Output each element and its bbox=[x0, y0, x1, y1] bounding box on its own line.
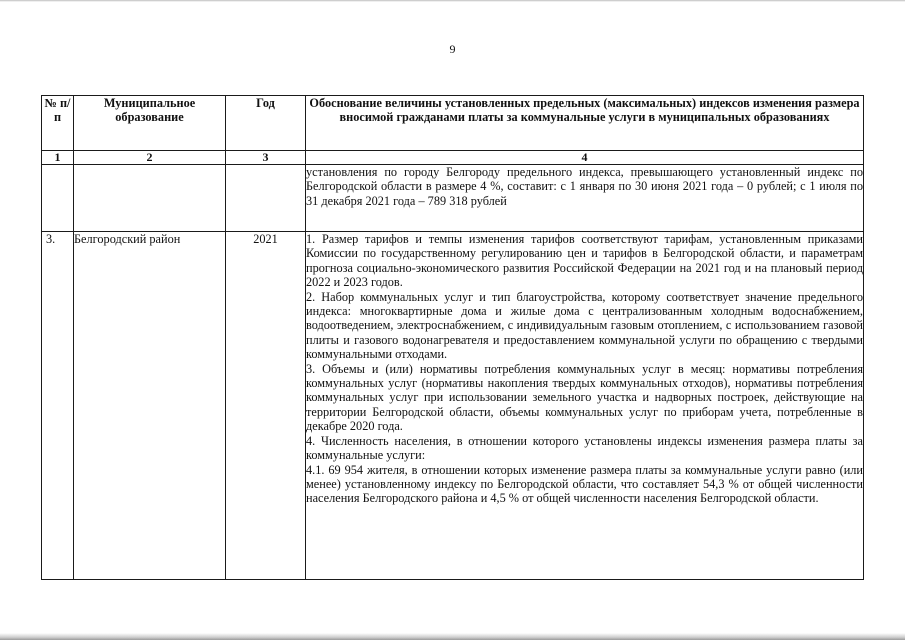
header-justification: Обоснование величины установленных предельных (максимальных) индексов изменения размера вносимой гражданами платы за коммунальные услуги в муниципальных образованиях bbox=[306, 96, 864, 151]
justification-paragraph-1: 1. Размер тарифов и темпы изменения тарифов соответствуют тарифам, установленным приказами Комиссии по государственному регулированию цен и тарифов в Белгородской области, и параметрам прогноза социально-экономического развития Российской Федерации на 2021 год и на плановый период 2022 и 2023 годов. bbox=[306, 232, 863, 290]
header-number: № п/п bbox=[42, 96, 74, 151]
table-row-3 bbox=[42, 232, 864, 580]
page-number: 9 bbox=[449, 42, 456, 56]
justification-paragraph-2: 2. Набор коммунальных услуг и тип благоустройства, которому соответствует значение предельного индекса: многоквартирные дома и жилые дома с централизованным холодным водоснабжением, водоотведением, электроснабжением, с индивидуальным газовым отоплением, с использованием газовой плиты и газового водонагревателя и предоставлением коммунальной услуги по обращению с твердыми коммунальными отходами. bbox=[306, 289, 863, 362]
column-number-3: 3 bbox=[226, 151, 306, 165]
scan-edge-top bbox=[0, 0, 905, 2]
header-year: Год bbox=[226, 96, 306, 151]
header-row bbox=[42, 96, 864, 151]
continuation-cell-number bbox=[42, 165, 74, 232]
justification-paragraph-3: 3. Объемы и (или) нормативы потребления коммунальных услуг в месяц: нормативы потребления коммунальных услуг (нормативы накопления твердых коммунальных отходов), нормативы потребления коммунальных услуг при использовании земельного участка и надворных построек, действующие на территории Белгородской области, объемы коммунальных услуг по приборам учета, потребленные в декабре 2020 года. bbox=[306, 361, 863, 434]
continuation-row bbox=[42, 165, 864, 232]
header-municipality: Муниципальное образование bbox=[74, 96, 226, 151]
row-3-year: 2021 bbox=[226, 232, 306, 580]
continuation-cell-year bbox=[226, 165, 306, 232]
row-3-index: 3. bbox=[42, 232, 74, 580]
column-number-row bbox=[42, 151, 864, 165]
row-3-municipality: Белгородский район bbox=[74, 232, 226, 580]
row-3-justification bbox=[306, 232, 864, 580]
justification-paragraph-4-1: 4.1. 69 954 жителя, в отношении которых изменение размера платы за коммунальные услуги равно (или менее) установленному индексу по Белгородской области, что составляет 54,3 % от общей численности населения Белгородского района и 4,5 % от общей численности населения Белгородской области. bbox=[306, 462, 863, 506]
continuation-cell-municipality bbox=[74, 165, 226, 232]
scan-edge-bottom bbox=[0, 633, 905, 640]
column-number-2: 2 bbox=[74, 151, 226, 165]
justification-paragraph-4: 4. Численность населения, в отношении которого установлены индексы изменения размера платы за коммунальные услуги: bbox=[306, 433, 863, 463]
indices-table bbox=[41, 95, 864, 580]
column-number-4: 4 bbox=[306, 151, 864, 165]
column-number-1: 1 bbox=[42, 151, 74, 165]
continuation-text: установления по городу Белгороду предельного индекса, превышающего установленный индекс по Белгородской области в размере 4 %, составит: с 1 января по 30 июня 2021 года – 0 рублей; с 1 июля по 31 декабря 2021 года – 789 318 рублей bbox=[306, 165, 864, 232]
